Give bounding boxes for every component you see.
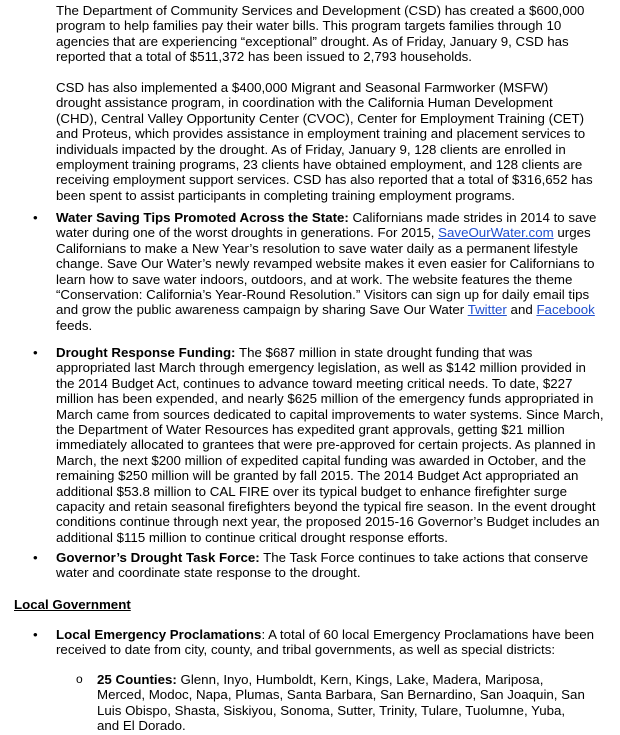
bullet-proclamations: •	[33, 627, 38, 642]
water-saving-tips-item	[56, 210, 606, 333]
task-force-text: The Task Force continues to take actions that conserve water and coordinate state response to the drought.	[56, 550, 589, 581]
task-force-item	[56, 550, 606, 581]
water-tips-text-2: urges Californians to make a New Year’s resolution to save water daily as a permanent lifestyle change. Save Our Water’s newly revamped website makes it even easier for Californians to learn how to save water indoors, outdoors, and at work. The website features the theme “Conservation: California’s Year-Round Resolution.” Visitors can sign up for daily email tips and grow the public awareness campaign by sharing Save Our Water	[56, 225, 595, 318]
bullet-funding: •	[33, 345, 38, 360]
funding-text: The $687 million in state drought funding that was appropriated last March through emergency legislation, as well as $142 million provided in the 2014 Budget Act, continues to advance toward meeting critical needs. To date, $227 million has been expended, and nearly $625 million of the emergency funds appropriated in March came from sources dedicated to capital improvements to water systems. Since March, the Department of Water Resources has expedited grant approvals, getting $21 million immediately allocated to grantees that were pre-approved for certain projects. As planned in March, the next $200 million of expedited capital funding was awarded in October, and the remaining $250 million will be granted by fall 2015. The 2014 Budget Act appropriated an additional $53.8 million to CAL FIRE over its typical budget to enhance firefighter surge capacity and retain seasonal firefighters beyond the typical fire season. In the event drought conditions continue through next year, the proposed 2015-16 Governor’s Budget includes an additional $115 million to continue critical drought response efforts.	[56, 345, 604, 545]
water-tips-text-4: feeds.	[56, 317, 93, 333]
funding-title: Drought Response Funding:	[56, 345, 236, 360]
drought-funding-item	[56, 345, 606, 545]
csd-msfw-paragraph: CSD has also implemented a $400,000 Migrant and Seasonal Farmworker (MSFW) drought assistance program, in coordination with the California Human Development (CHD), Central Valley Opportunity Center (CVOC), Center for Employment Training (CET) and Proteus, which provides assistance in employment training and placement services to individuals impacted by the drought. As of Friday, January 9, 128 clients are enrolled in employment training programs, 23 clients have obtained employment, and 128 clients are receiving employment support services. CSD has also reported that a total of $316,652 has been spent to assist participants in completing training employment programs.	[56, 80, 593, 203]
water-tips-text-3: and	[506, 302, 537, 318]
water-tips-title: Water Saving Tips Promoted Across the State:	[56, 210, 349, 225]
bullet-task-force: •	[33, 550, 38, 565]
task-force-title: Governor’s Drought Task Force:	[56, 550, 260, 565]
local-government-heading: Local Government	[14, 597, 131, 612]
proclamations-text: : A total of 60 local Emergency Proclamations have been received to date from city, county, and tribal governments, as well as special districts:	[56, 627, 595, 658]
facebook-link[interactable]: Facebook	[536, 302, 595, 318]
counties-title: 25 Counties:	[97, 672, 177, 687]
bullet-water-tips: •	[33, 210, 38, 225]
proclamations-title: Local Emergency Proclamations	[56, 627, 262, 642]
saveourwater-link[interactable]: SaveOurWater.com	[438, 225, 554, 241]
proclamations-item	[56, 627, 606, 658]
sub-bullet-counties: o	[76, 672, 83, 686]
counties-text: Glenn, Inyo, Humboldt, Kern, Kings, Lake, Madera, Mariposa, Merced, Modoc, Napa, Plumas, Santa Barbara, San Bernardino, San Joaquin, San Luis Obispo, Shasta, Siskiyou, Sonoma, Sutter, Trinity, Tulare, Tuolumne, Yuba, and El Dorado.	[97, 672, 585, 734]
csd-water-bill-paragraph: The Department of Community Services and Development (CSD) has created a $600,000 program to help families pay their water bills. This program targets families through 10 agencies that are experiencing “exceptional” drought. As of Friday, January 9, CSD has reported that a total of $511,372 has been issued to 2,793 households.	[56, 3, 585, 65]
water-tips-text-1: Californians made strides in 2014 to save water during one of the worst droughts in generations. For 2015,	[56, 210, 597, 241]
counties-item	[97, 672, 587, 734]
twitter-link[interactable]: Twitter	[467, 302, 507, 318]
